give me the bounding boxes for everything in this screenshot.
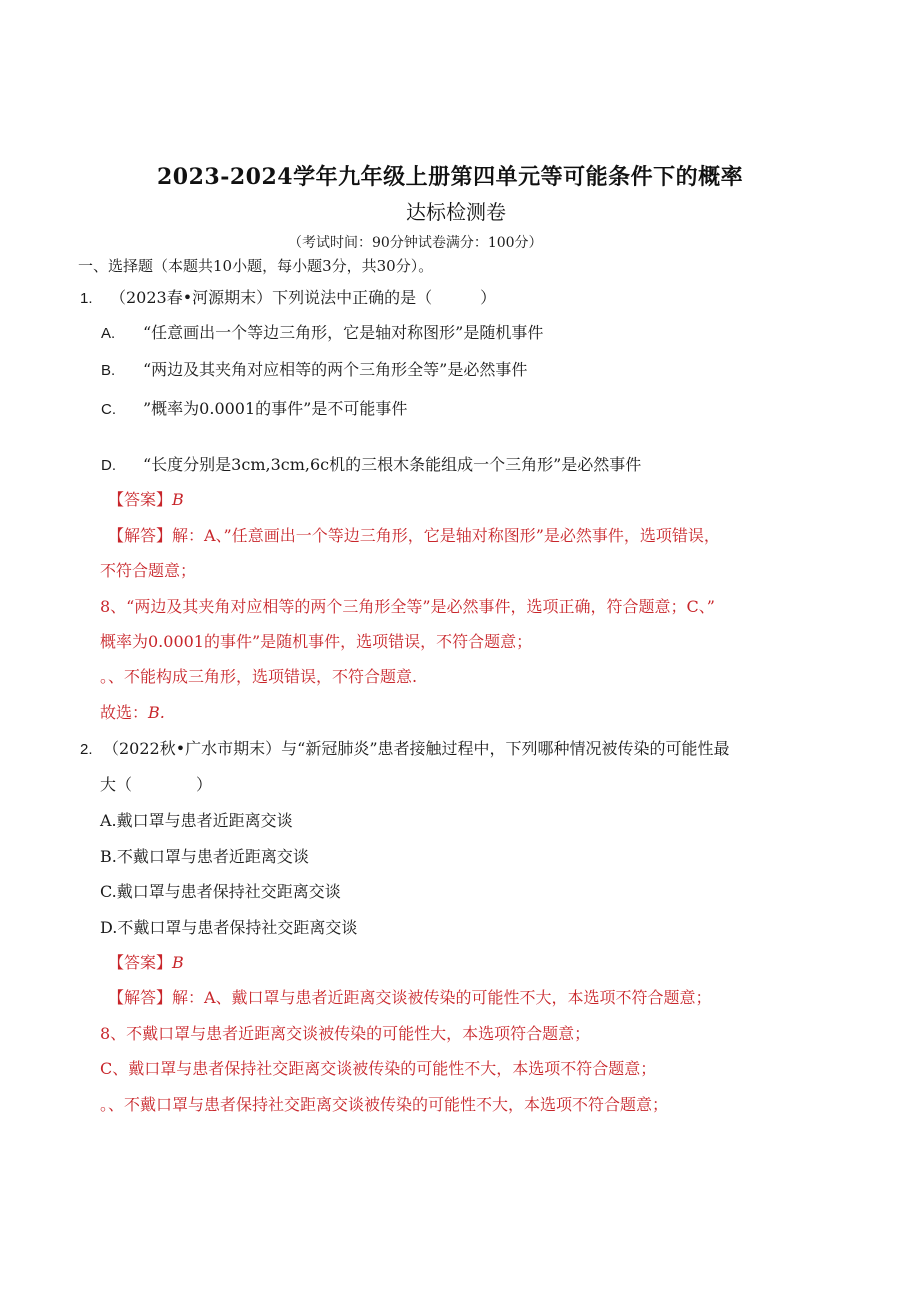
analysis-line: 8、“两边及其夹角对应相等的两个三角形全等”是必然事件，选项正确，符合题意；C、”	[100, 597, 715, 616]
section-heading: 一、选择题（本题共10小题，每小题3分，共30分）。	[78, 257, 434, 275]
question-stem-cont: 大（ ）	[100, 775, 213, 794]
answer-label: 【答案】	[108, 490, 173, 509]
answer-value: B	[172, 953, 184, 972]
conclusion	[100, 703, 165, 723]
option-letter: A.	[101, 325, 116, 342]
analysis-line: 。、不戴口罩与患者保持社交距离交谈被传染的可能性不大，本选项不符合题意；	[100, 1095, 669, 1114]
option-letter: C.	[101, 401, 116, 418]
answer-value: B	[172, 490, 184, 509]
option-text: A.戴口罩与患者近距离交谈	[100, 811, 293, 830]
option-letter: D.	[101, 457, 116, 474]
option-text: ”概率为0.0001的事件”是不可能事件	[143, 399, 408, 418]
conclusion-label: 故选：	[100, 703, 149, 722]
option-text: “任意画出一个等边三角形，它是轴对称图形”是随机事件	[143, 323, 544, 342]
analysis-line: 不符合题意；	[100, 561, 197, 580]
analysis-line: 。、不能构成三角形，选项错误，不符合题意.	[100, 667, 418, 686]
conclusion-value: B.	[148, 703, 165, 722]
analysis-line: 8、不戴口罩与患者近距离交谈被传染的可能性大，本选项符合题意；	[100, 1024, 591, 1043]
answer-block	[108, 953, 184, 973]
page-subtitle: 达标检测卷	[406, 200, 506, 224]
analysis-line: 【解答】解：A、”任意画出一个等边三角形，它是轴对称图形”是必然事件，选项错误，	[108, 526, 720, 545]
question-stem: （2022秋•广水市期末）与“新冠肺炎”患者接触过程中，下列哪种情况被传染的可能性最	[103, 739, 730, 758]
option-letter: B.	[101, 362, 116, 379]
option-text: “长度分别是3cm,3cm,6c机的三根木条能组成一个三角形”是必然事件	[143, 455, 642, 474]
analysis-line: 【解答】解：A、戴口罩与患者近距离交谈被传染的可能性不大，本选项不符合题意；	[108, 988, 712, 1007]
option-text: B.不戴口罩与患者近距离交谈	[100, 847, 309, 866]
exam-note: （考试时间：90分钟试卷满分：100分）	[288, 235, 543, 251]
answer-label: 【答案】	[108, 953, 173, 972]
option-text: C.戴口罩与患者保持社交距离交谈	[100, 882, 341, 901]
analysis-line: 概率为0.0001的事件”是随机事件，选项错误，不符合题意；	[100, 632, 533, 651]
analysis-line: C、戴口罩与患者保持社交距离交谈被传染的可能性不大，本选项不符合题意；	[100, 1059, 657, 1078]
page-title: 2023-2024学年九年级上册第四单元等可能条件下的概率	[157, 164, 744, 190]
question-number: 1.	[80, 290, 93, 307]
option-text: “两边及其夹角对应相等的两个三角形全等”是必然事件	[143, 360, 528, 379]
question-stem: （2023春•河源期末）下列说法中正确的是（ ）	[110, 288, 497, 307]
answer-block	[108, 490, 184, 510]
question-number: 2.	[80, 741, 93, 758]
option-text: D.不戴口罩与患者保持社交距离交谈	[100, 918, 358, 937]
